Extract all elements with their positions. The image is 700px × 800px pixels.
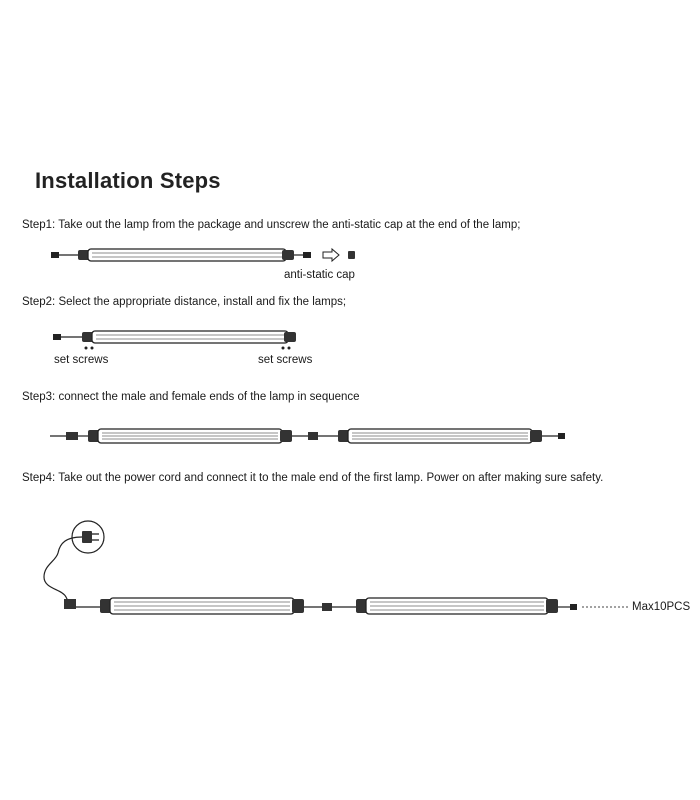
step3-lamp-diagram xyxy=(0,422,700,452)
step1-lamp-diagram xyxy=(0,240,700,270)
lamp xyxy=(51,249,311,261)
step3-text: Step3: connect the male and female ends of the lamp in sequence xyxy=(22,391,360,403)
anti-static-cap-icon xyxy=(348,251,355,259)
lamp xyxy=(53,331,296,343)
step4-lamp-diagram xyxy=(0,515,700,635)
anti-static-cap-label: anti-static cap xyxy=(284,269,355,281)
screw-icon xyxy=(282,347,291,350)
step2-lamp-diagram xyxy=(0,323,700,353)
set-screws-right-label: set screws xyxy=(258,354,313,366)
max-pcs-label: Max10PCS xyxy=(632,601,691,613)
set-screws-left-label: set screws xyxy=(54,354,109,366)
lamp-2 xyxy=(356,598,558,614)
step2-text: Step2: Select the appropriate distance, install and fix the lamps; xyxy=(22,296,347,308)
step1-text: Step1: Take out the lamp from the package and unscrew the anti-static cap at the end of the lamp; xyxy=(22,219,521,231)
lamp-1 xyxy=(88,429,292,443)
lamp-2 xyxy=(338,429,542,443)
screw-icon xyxy=(85,347,94,350)
lamp-1 xyxy=(100,598,304,614)
step4-text: Step4: Take out the power cord and connect it to the male end of the first lamp. Power on after making sure safety. xyxy=(22,472,604,484)
arrow-right-icon xyxy=(323,249,339,261)
page-title: Installation Steps xyxy=(35,168,221,193)
